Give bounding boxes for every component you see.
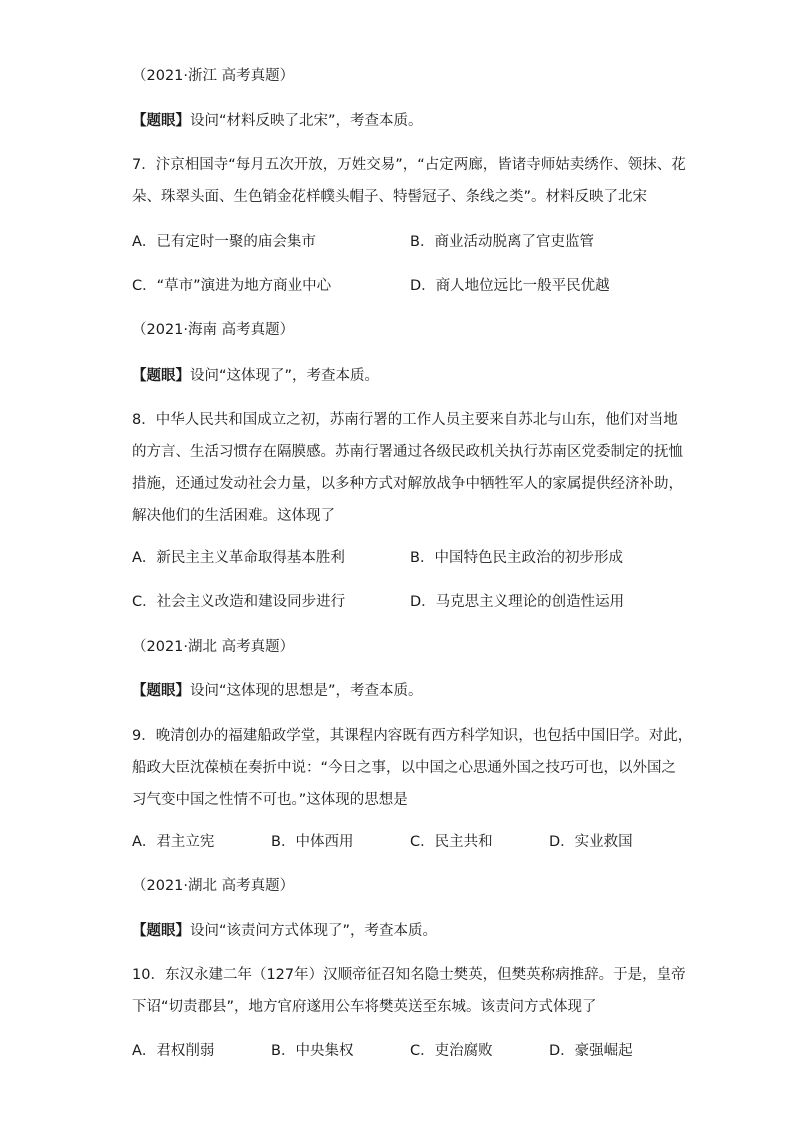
question-tip xyxy=(132,681,423,701)
question-source: （2021·湖北 高考真题） xyxy=(132,878,295,894)
question-source: （2021·海南 高考真题） xyxy=(132,322,295,338)
question-line: 朵、珠翠头面、生色销金花样幞头帽子、特髻冠子、条线之类”。材料反映了北宋 xyxy=(132,189,648,205)
tip-label: 【题眼】 xyxy=(132,683,190,699)
question-line: 7．汴京相国寺“每月五次开放，万姓交易”，“占定两廊，皆诸寺师姑卖绣作、领抹、花 xyxy=(132,157,686,173)
option-c: C．吏治腐败 xyxy=(410,1043,493,1059)
option-a: A．新民主主义革命取得基本胜利 xyxy=(132,550,345,566)
tip-text: 设问“该责问方式体现了”，考查本质。 xyxy=(190,923,438,939)
option-b: B．中国特色民主政治的初步形成 xyxy=(410,550,623,566)
option-d: D．马克思主义理论的创造性运用 xyxy=(410,594,625,610)
question-line: 10．东汉永建二年（127年）汉顺帝征召知名隐士樊英，但樊英称病推辞。于是，皇帝 xyxy=(132,967,686,983)
question-line: 8．中华人民共和国成立之初，苏南行署的工作人员主要来自苏北与山东，他们对当地 xyxy=(132,412,678,428)
option-d: D．豪强崛起 xyxy=(549,1043,633,1059)
question-line: 习气变中国之性情不可也。”这体现的思想是 xyxy=(132,792,408,808)
tip-text: 设问“材料反映了北宋”，考查本质。 xyxy=(190,113,423,129)
question-tip xyxy=(132,921,437,941)
option-b: B．中央集权 xyxy=(271,1043,354,1059)
question-line: 9．晚清创办的福建船政学堂，其课程内容既有西方科学知识，也包括中国旧学。对此， xyxy=(132,728,693,744)
question-line: 的方言、生活习惯存在隔膜感。苏南行署通过各级民政机关执行苏南区党委制定的抚恤 xyxy=(132,444,683,460)
tip-label: 【题眼】 xyxy=(132,368,190,384)
option-d: D．商人地位远比一般平民优越 xyxy=(410,278,610,294)
option-c: C．社会主义改造和建设同步进行 xyxy=(132,594,346,610)
tip-text: 设问“这体现了”，考查本质。 xyxy=(190,368,380,384)
question-line: 下诏“切责郡县”，地方官府遂用公车将樊英送至东城。该责问方式体现了 xyxy=(132,999,597,1015)
question-line: 船政大臣沈葆桢在奏折中说：“今日之事，以中国之心思通外国之技巧可也，以外国之 xyxy=(132,760,677,776)
question-line: 解决他们的生活困难。这体现了 xyxy=(132,508,335,524)
question-source: （2021·湖北 高考真题） xyxy=(132,639,295,655)
question-line: 措施，还通过发动社会力量，以多种方式对解放战争中牺牲军人的家属提供经济补助， xyxy=(132,476,683,492)
option-a: A．已有定时一聚的庙会集市 xyxy=(132,234,316,250)
tip-label: 【题眼】 xyxy=(132,113,190,129)
option-a: A．君权削弱 xyxy=(132,1043,215,1059)
option-d: D．实业救国 xyxy=(549,834,633,850)
question-source: （2021·浙江 高考真题） xyxy=(132,68,295,84)
option-c: C．民主共和 xyxy=(410,834,493,850)
option-a: A．君主立宪 xyxy=(132,834,215,850)
option-b: B．中体西用 xyxy=(271,834,354,850)
option-b: B．商业活动脱离了官吏监管 xyxy=(410,234,594,250)
question-tip xyxy=(132,366,379,386)
question-tip xyxy=(132,111,423,131)
option-c: C．“草市”演进为地方商业中心 xyxy=(132,278,332,294)
tip-label: 【题眼】 xyxy=(132,923,190,939)
tip-text: 设问“这体现的思想是”，考查本质。 xyxy=(190,683,423,699)
